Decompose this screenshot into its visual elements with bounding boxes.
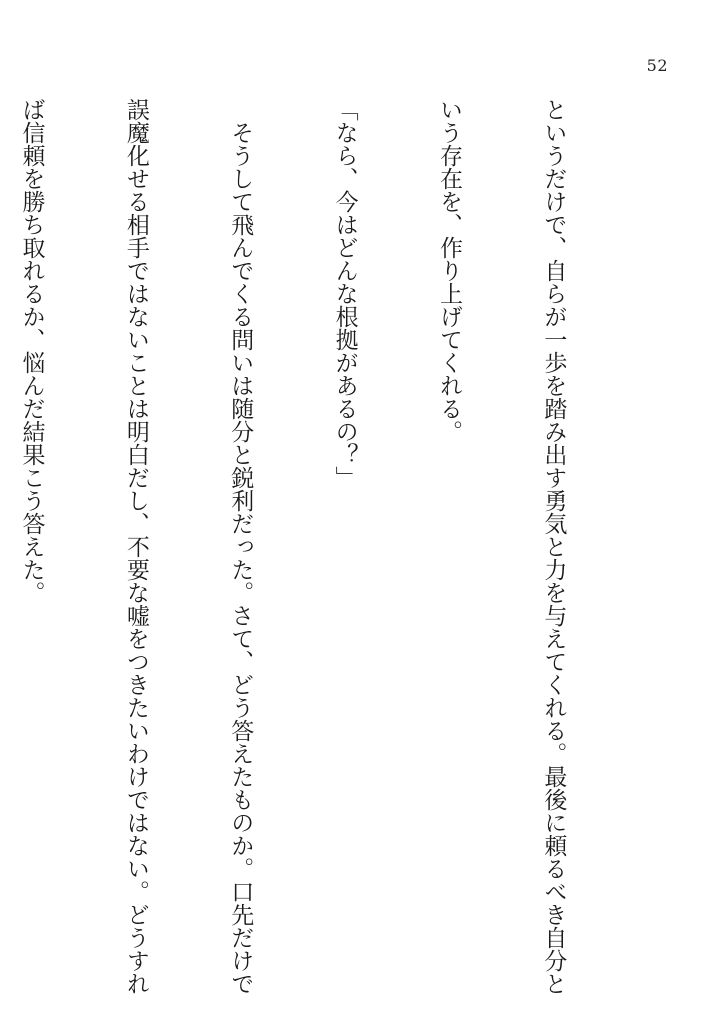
text-line: 「なら、今はどんな根拠があるの？」 <box>331 98 358 489</box>
text-line: というだけで、自らが一歩を踏み出す勇気と力を与えてくれる。最後に頼るべき自分と <box>540 98 567 995</box>
text-line: ば信頼を勝ち取れるか、悩んだ結果こう答えた。 <box>18 98 45 604</box>
page-number: 52 <box>646 56 668 75</box>
body-text <box>18 98 640 995</box>
text-line: いう存在を、作り上げてくれる。 <box>436 98 463 443</box>
text-line: そうして飛んでくる問いは随分と鋭利だった。さて、どう答えたものか。口先だけで <box>227 98 254 995</box>
text-line: 誤魔化せる相手ではないことは明白だし、不要な嘘をつきたいわけではない。どうすれ <box>122 98 149 995</box>
